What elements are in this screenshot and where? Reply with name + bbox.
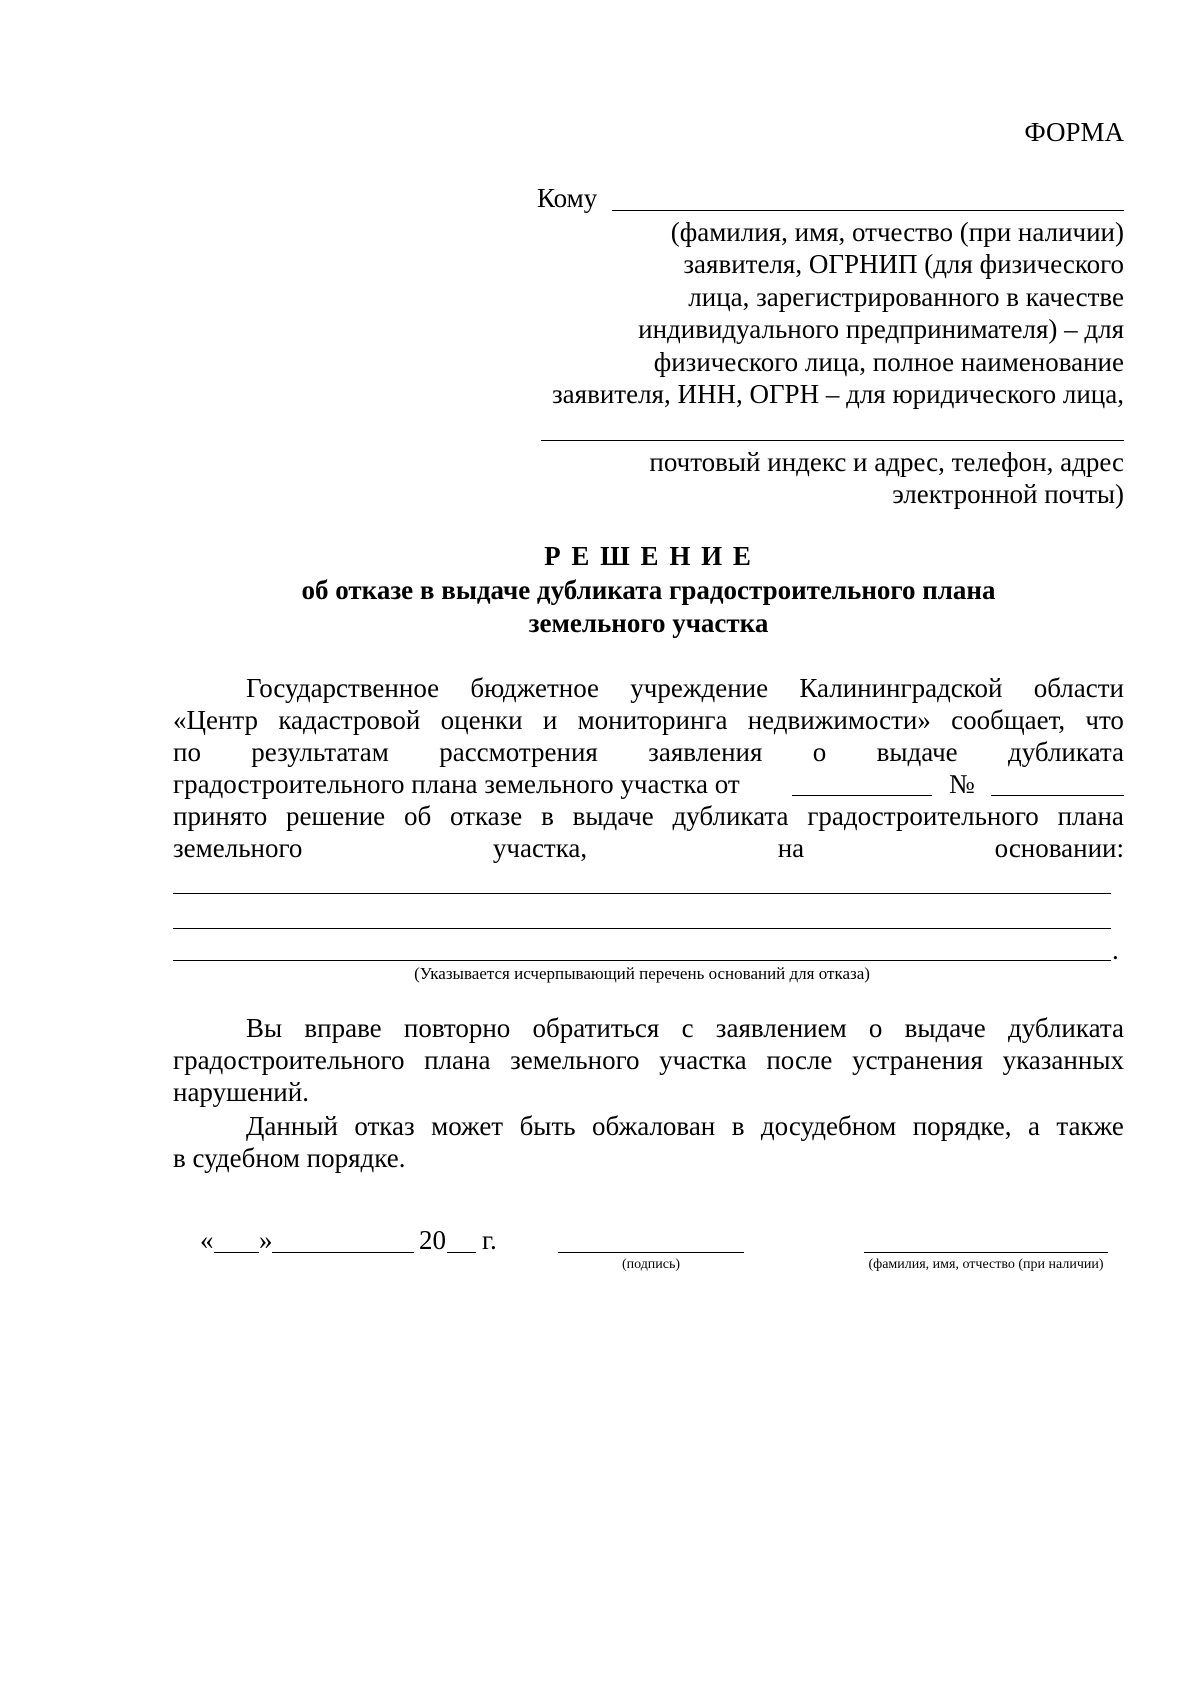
- address-hint-2: электронной почты): [892, 479, 1124, 509]
- signature-line: [558, 1252, 744, 1253]
- recipient-hint-3: лица, зарегистрированного в качестве: [688, 282, 1124, 312]
- recipient-address-line: [541, 440, 1124, 441]
- form-label: ФОРМА: [1024, 117, 1124, 147]
- p1-line-5: принято решение об отказе в выдаче дубликата градостроительного плана: [173, 801, 1124, 831]
- p2-line-1: Вы вправе повторно обратиться с заявлением о выдаче дубликата: [246, 1013, 1124, 1043]
- date-quote-close: »: [259, 1225, 273, 1255]
- number-sign: №: [949, 769, 975, 799]
- paragraph-2: [173, 1012, 1124, 1108]
- document-title: Р Е Ш Е Н И Е: [544, 541, 753, 571]
- recipient-hint-6: заявителя, ИНН, ОГРН – для юридического лица,: [552, 379, 1124, 409]
- reasons-end: .: [1112, 935, 1119, 965]
- reason-line-3: [173, 960, 1111, 961]
- recipient-hint-1: (фамилия, имя, отчество (при наличии): [670, 217, 1124, 247]
- recipient-name-line: [612, 210, 1124, 211]
- p3-line-1: Данный отказ может быть обжалован в досудебном порядке, а также: [246, 1111, 1124, 1141]
- application-date-line: [792, 795, 932, 796]
- date-day-line: [214, 1252, 259, 1253]
- reason-line-1: [173, 893, 1111, 894]
- p1-line-1: Государственное бюджетное учреждение Калининградской области: [246, 673, 1124, 703]
- signatory-name-line: [864, 1252, 1108, 1253]
- document-subtitle-1: об отказе в выдаче дубликата градостроительного плана: [301, 575, 996, 605]
- signatory-name-hint: (фамилия, имя, отчество (при наличии): [868, 1257, 1104, 1272]
- p1-line-6: земельного участка, на основании:: [173, 833, 1124, 863]
- date-quote-open: «: [200, 1225, 214, 1255]
- date-month-line: [272, 1252, 414, 1253]
- p1-line-3: по результатам рассмотрения заявления о выдаче дубликата: [173, 737, 1124, 767]
- date-year-line: [447, 1252, 476, 1253]
- recipient-hint-2: заявителя, ОГРНИП (для физического: [683, 249, 1124, 279]
- recipient-hint-5: физического лица, полное наименование: [653, 347, 1124, 377]
- signature-hint: (подпись): [621, 1257, 681, 1272]
- date-year-suffix: г.: [482, 1225, 497, 1255]
- p1-line-2: «Центр кадастровой оценки и мониторинга недвижимости» сообщает, что: [173, 705, 1124, 735]
- recipient-hint-4: индивидуального предпринимателя) – для: [638, 314, 1124, 344]
- p1-line-4: [173, 768, 1124, 800]
- address-hint-1: почтовый индекс и адрес, телефон, адрес: [649, 447, 1124, 477]
- p2-line-2: градостроительного плана земельного участка после устранения указанных: [173, 1045, 1124, 1075]
- reason-line-2: [173, 928, 1111, 929]
- p1-line-4-text: градостроительного плана земельного участка от: [173, 769, 740, 799]
- reasons-hint: (Указывается исчерпывающий перечень оснований для отказа): [414, 964, 870, 983]
- paragraph-3: [173, 1110, 1124, 1174]
- date-year-prefix: 20: [419, 1225, 446, 1255]
- p2-line-3: нарушений.: [173, 1077, 309, 1107]
- document-subtitle-2: земельного участка: [528, 608, 769, 638]
- application-number-line: [991, 795, 1124, 796]
- to-label: Кому: [537, 183, 598, 213]
- paragraph-1: [173, 672, 1124, 864]
- p3-line-2: в судебном порядке.: [173, 1143, 406, 1173]
